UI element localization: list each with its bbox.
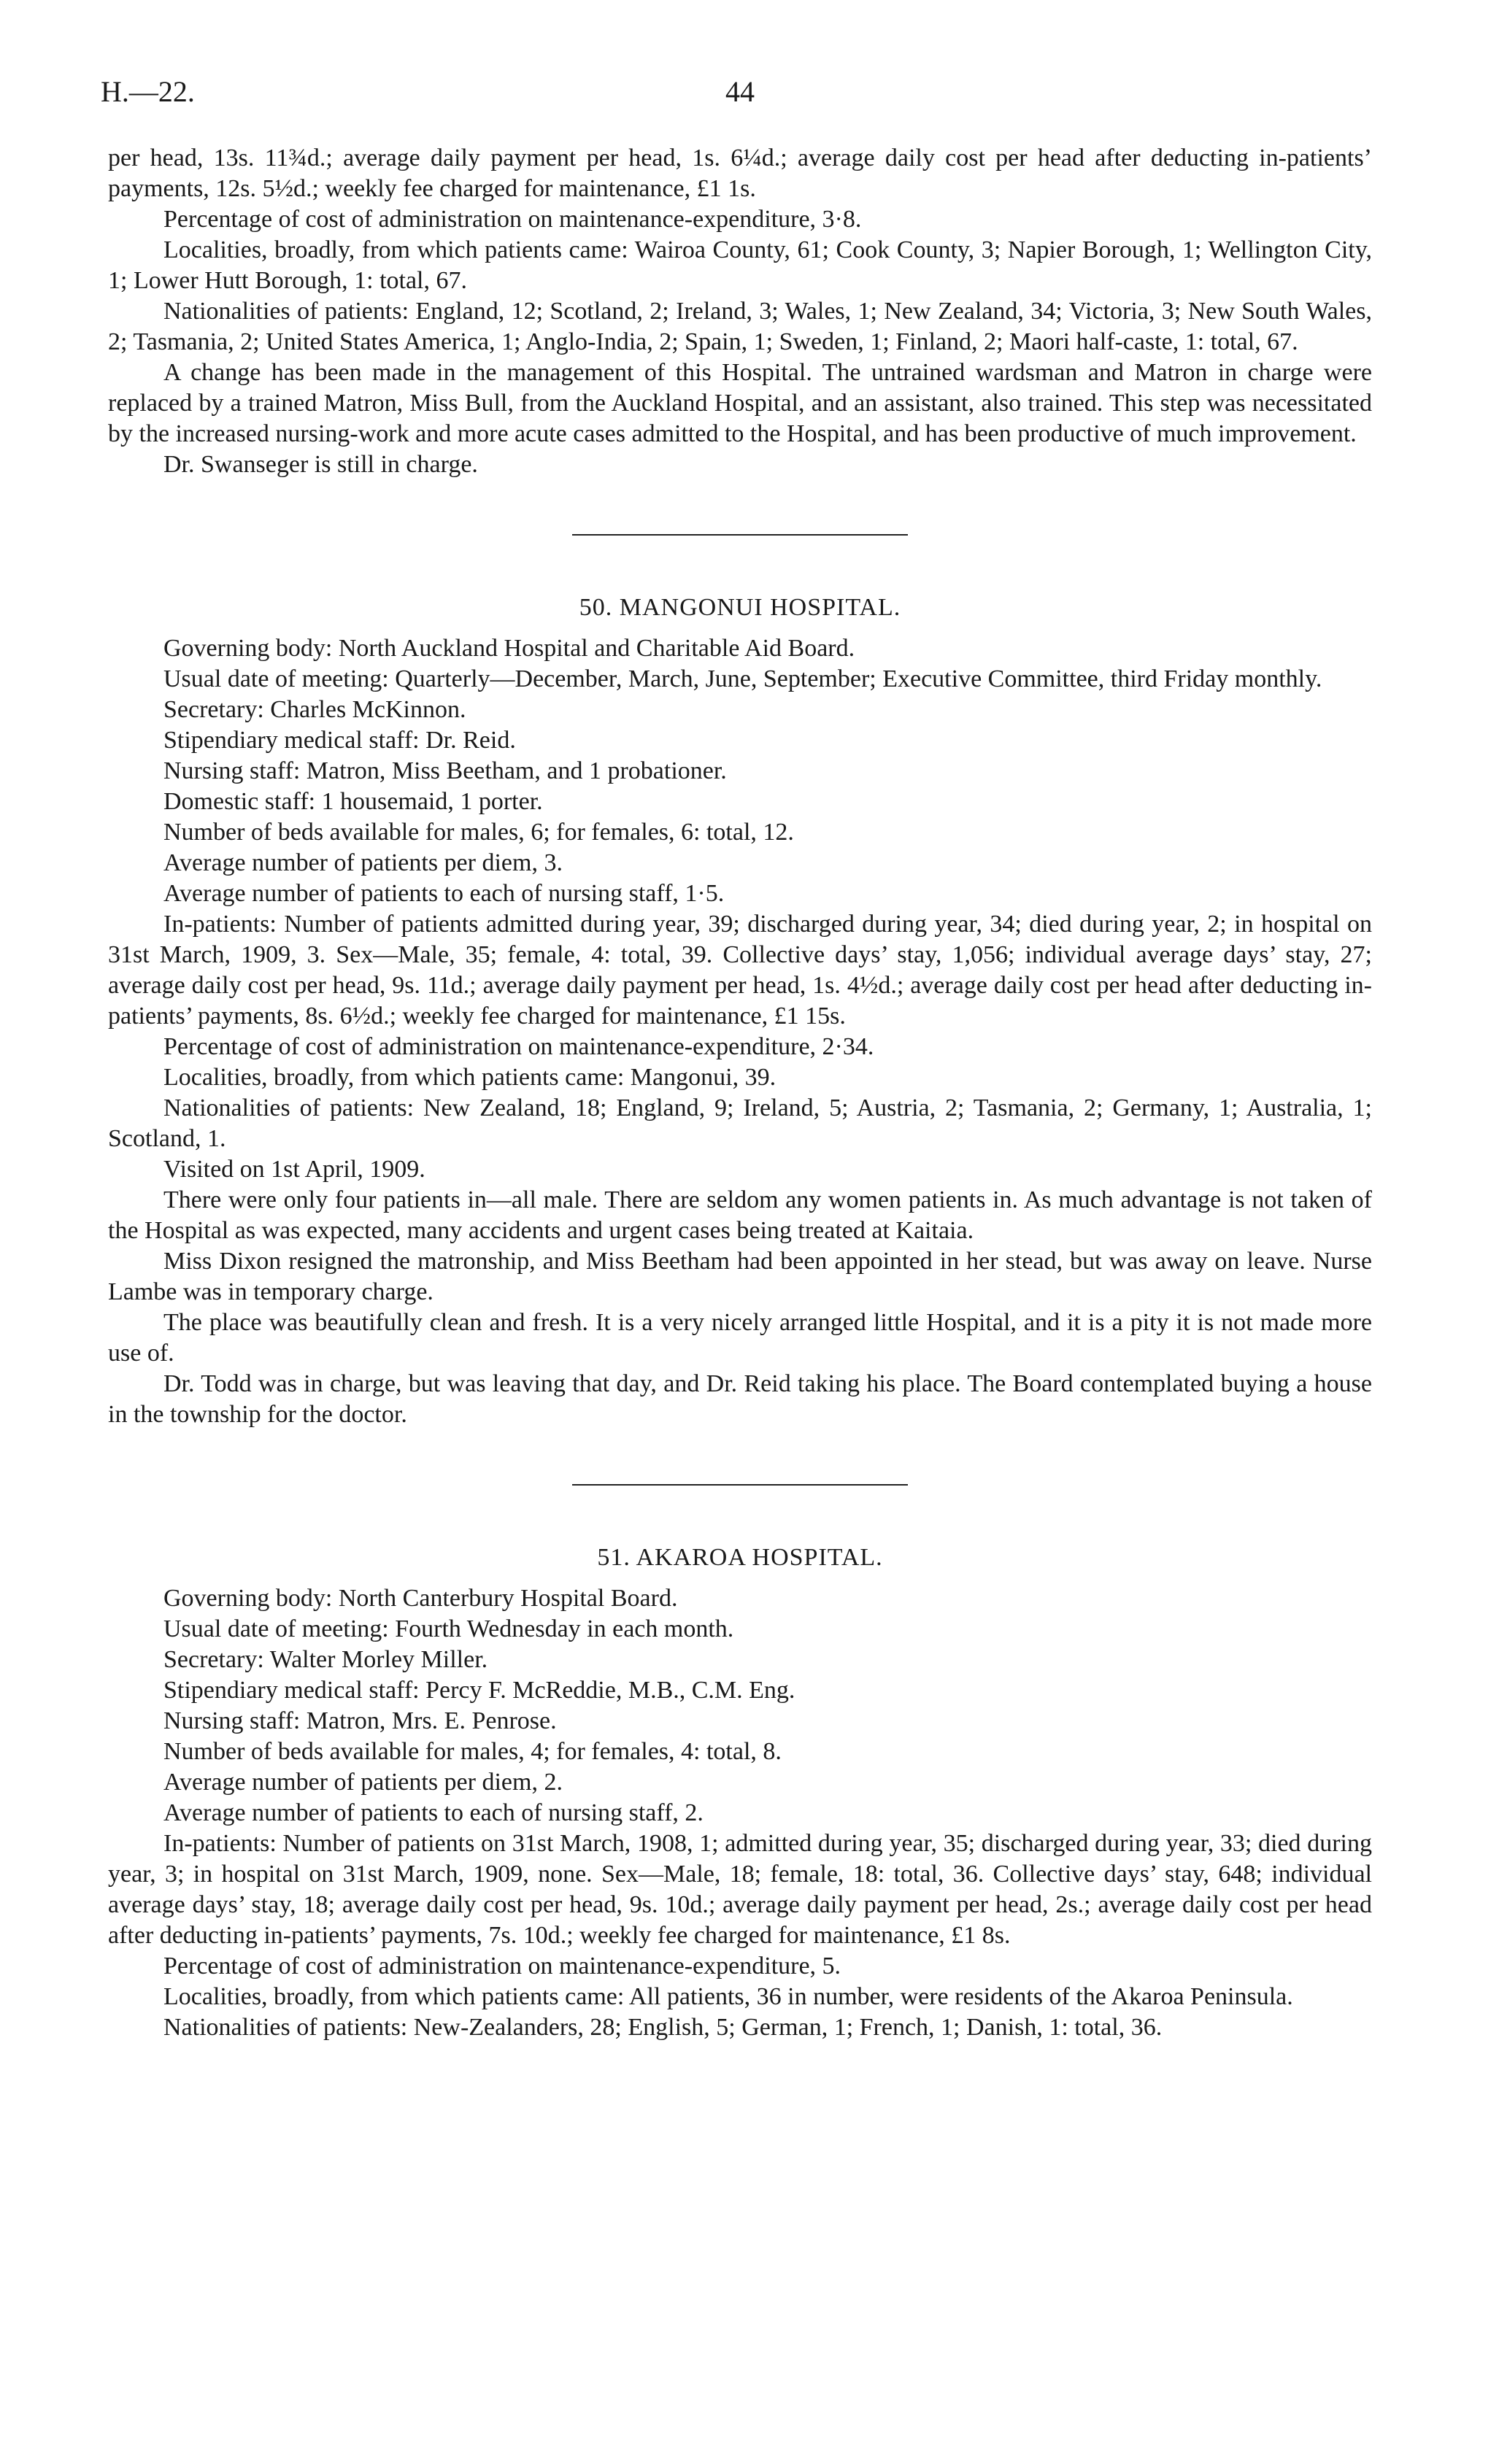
paragraph: Average number of patients to each of nursing staff, 2.: [163, 1799, 704, 1826]
section-title: 50. MANGONUI HOSPITAL.: [579, 594, 901, 621]
document-reference: H.—22.: [101, 75, 195, 108]
paragraph: Percentage of cost of administration on maintenance-expenditure, 5.: [163, 1953, 841, 1980]
paragraph: Visited on 1st April, 1909.: [163, 1156, 425, 1183]
paragraph: Miss Dixon resigned the matronship, and Miss Beetham had been appointed in her stead, but was away on leave. Nurse Lambe was in temporary charge.: [108, 1248, 1372, 1305]
paragraph: Localities, broadly, from which patients came: All patients, 36 in number, were residents of the Akaroa Peninsula.: [163, 1983, 1293, 2010]
document-page: [101, 0, 1372, 2464]
paragraph: per head, 13s. 11¾d.; average daily payment per head, 1s. 6¼d.; average daily cost per head after deducting in-patients’ payments, 12s. 5½d.; weekly fee charged for maintenance, £1 1s.: [108, 144, 1372, 202]
paragraph: In-patients: Number of patients admitted during year, 39; discharged during year, 34; died during year, 2; in hospital on 31st March, 1909, 3. Sex—Male, 35; female, 4: total, 39. Collective days’ stay, 1,056; individual average days’ stay, 27; average daily cost per head, 9s. 11d.; average daily payment per head, 1s. 4½d.; average daily cost per head after deducting in-patients’ payments, 8s. 6½d.; weekly fee charged for maintenance, £1 15s.: [108, 911, 1372, 1030]
paragraph: Number of beds available for males, 4; for females, 4: total, 8.: [163, 1738, 782, 1765]
paragraph: Nursing staff: Matron, Mrs. E. Penrose.: [163, 1707, 557, 1734]
page-content: [108, 143, 1372, 2043]
page-number: 44: [725, 75, 755, 108]
paragraph: Secretary: Charles McKinnon.: [163, 696, 466, 723]
paragraph: Nationalities of patients: New Zealand, 18; England, 9; Ireland, 5; Austria, 2; Tasmania, 2; Germany, 1; Australia, 1; Scotland, 1.: [108, 1094, 1372, 1152]
paragraph: Dr. Todd was in charge, but was leaving that day, and Dr. Reid taking his place. The Board contemplated buying a house in the township for the doctor.: [108, 1370, 1372, 1428]
paragraph: Nationalities of patients: England, 12; Scotland, 2; Ireland, 3; Wales, 1; New Zealand, 34; Victoria, 3; New South Wales, 2; Tasmania, 2; United States America, 1; Anglo-India, 2; Spain, 1; Sweden, 1; Finland, 2; Maori half-caste, 1: total, 67.: [108, 298, 1372, 355]
paragraph: Average number of patients per diem, 3.: [163, 849, 563, 876]
paragraph: Domestic staff: 1 housemaid, 1 porter.: [163, 788, 543, 815]
paragraph: A change has been made in the management of this Hospital. The untrained wardsman and Matron in charge were replaced by a trained Matron, Miss Bull, from the Auckland Hospital, and an assistant, also trained. This step was necessitated by the increased nursing-work and more acute cases admitted to the Hospital, and has been productive of much improvement.: [108, 359, 1372, 447]
paragraph: Stipendiary medical staff: Dr. Reid.: [163, 727, 516, 754]
mangonui-hospital-section: [108, 592, 1372, 1430]
paragraph: Usual date of meeting: Fourth Wednesday in each month.: [163, 1615, 734, 1642]
section-divider: [572, 1484, 908, 1486]
section-title: 51. AKAROA HOSPITAL.: [597, 1544, 883, 1571]
paragraph: Number of beds available for males, 6; for females, 6: total, 12.: [163, 819, 794, 846]
paragraph: Percentage of cost of administration on maintenance-expenditure, 3·8.: [163, 206, 862, 233]
paragraph: Dr. Swanseger is still in charge.: [163, 451, 478, 478]
paragraph: Percentage of cost of administration on maintenance-expenditure, 2·34.: [163, 1033, 874, 1060]
paragraph: Usual date of meeting: Quarterly—December, March, June, September; Executive Committee, third Friday monthly.: [163, 665, 1322, 692]
continued-hospital-report: [108, 143, 1372, 480]
paragraph: Nationalities of patients: New-Zealanders, 28; English, 5; German, 1; French, 1; Danish, 1: total, 36.: [163, 2014, 1163, 2041]
paragraph: Secretary: Walter Morley Miller.: [163, 1646, 488, 1673]
paragraph: Governing body: North Canterbury Hospital Board.: [163, 1585, 678, 1612]
paragraph: There were only four patients in—all male. There are seldom any women patients in. As much advantage is not taken of the Hospital as was expected, many accidents and urgent cases being treated at Kaitaia.: [108, 1186, 1372, 1244]
paragraph: Average number of patients to each of nursing staff, 1·5.: [163, 880, 725, 907]
paragraph: Localities, broadly, from which patients came: Mangonui, 39.: [163, 1064, 777, 1091]
paragraph: In-patients: Number of patients on 31st March, 1908, 1; admitted during year, 35; discharged during year, 33; died during year, 3; in hospital on 31st March, 1909, none. Sex—Male, 18; female, 18: total, 36. Collective days’ stay, 648; individual average days’ stay, 18; average daily cost per head, 9s. 10d.; average daily payment per head, 2s.; average daily cost per head after deducting in-patients’ payments, 7s. 10d.; weekly fee charged for maintenance, £1 8s.: [108, 1830, 1372, 1949]
paragraph: Nursing staff: Matron, Miss Beetham, and 1 probationer.: [163, 757, 727, 784]
paragraph: The place was beautifully clean and fresh. It is a very nicely arranged little Hospital, and it is a pity it is not made more use of.: [108, 1309, 1372, 1367]
akaroa-hospital-section: [108, 1542, 1372, 2043]
section-divider: [572, 534, 908, 536]
paragraph: Stipendiary medical staff: Percy F. McReddie, M.B., C.M. Eng.: [163, 1677, 795, 1704]
paragraph: Average number of patients per diem, 2.: [163, 1769, 563, 1796]
page-header: [101, 74, 1372, 111]
paragraph: Localities, broadly, from which patients came: Wairoa County, 61; Cook County, 3; Napier Borough, 1; Wellington City, 1; Lower Hutt Borough, 1: total, 67.: [108, 236, 1372, 294]
paragraph: Governing body: North Auckland Hospital and Charitable Aid Board.: [163, 635, 855, 662]
